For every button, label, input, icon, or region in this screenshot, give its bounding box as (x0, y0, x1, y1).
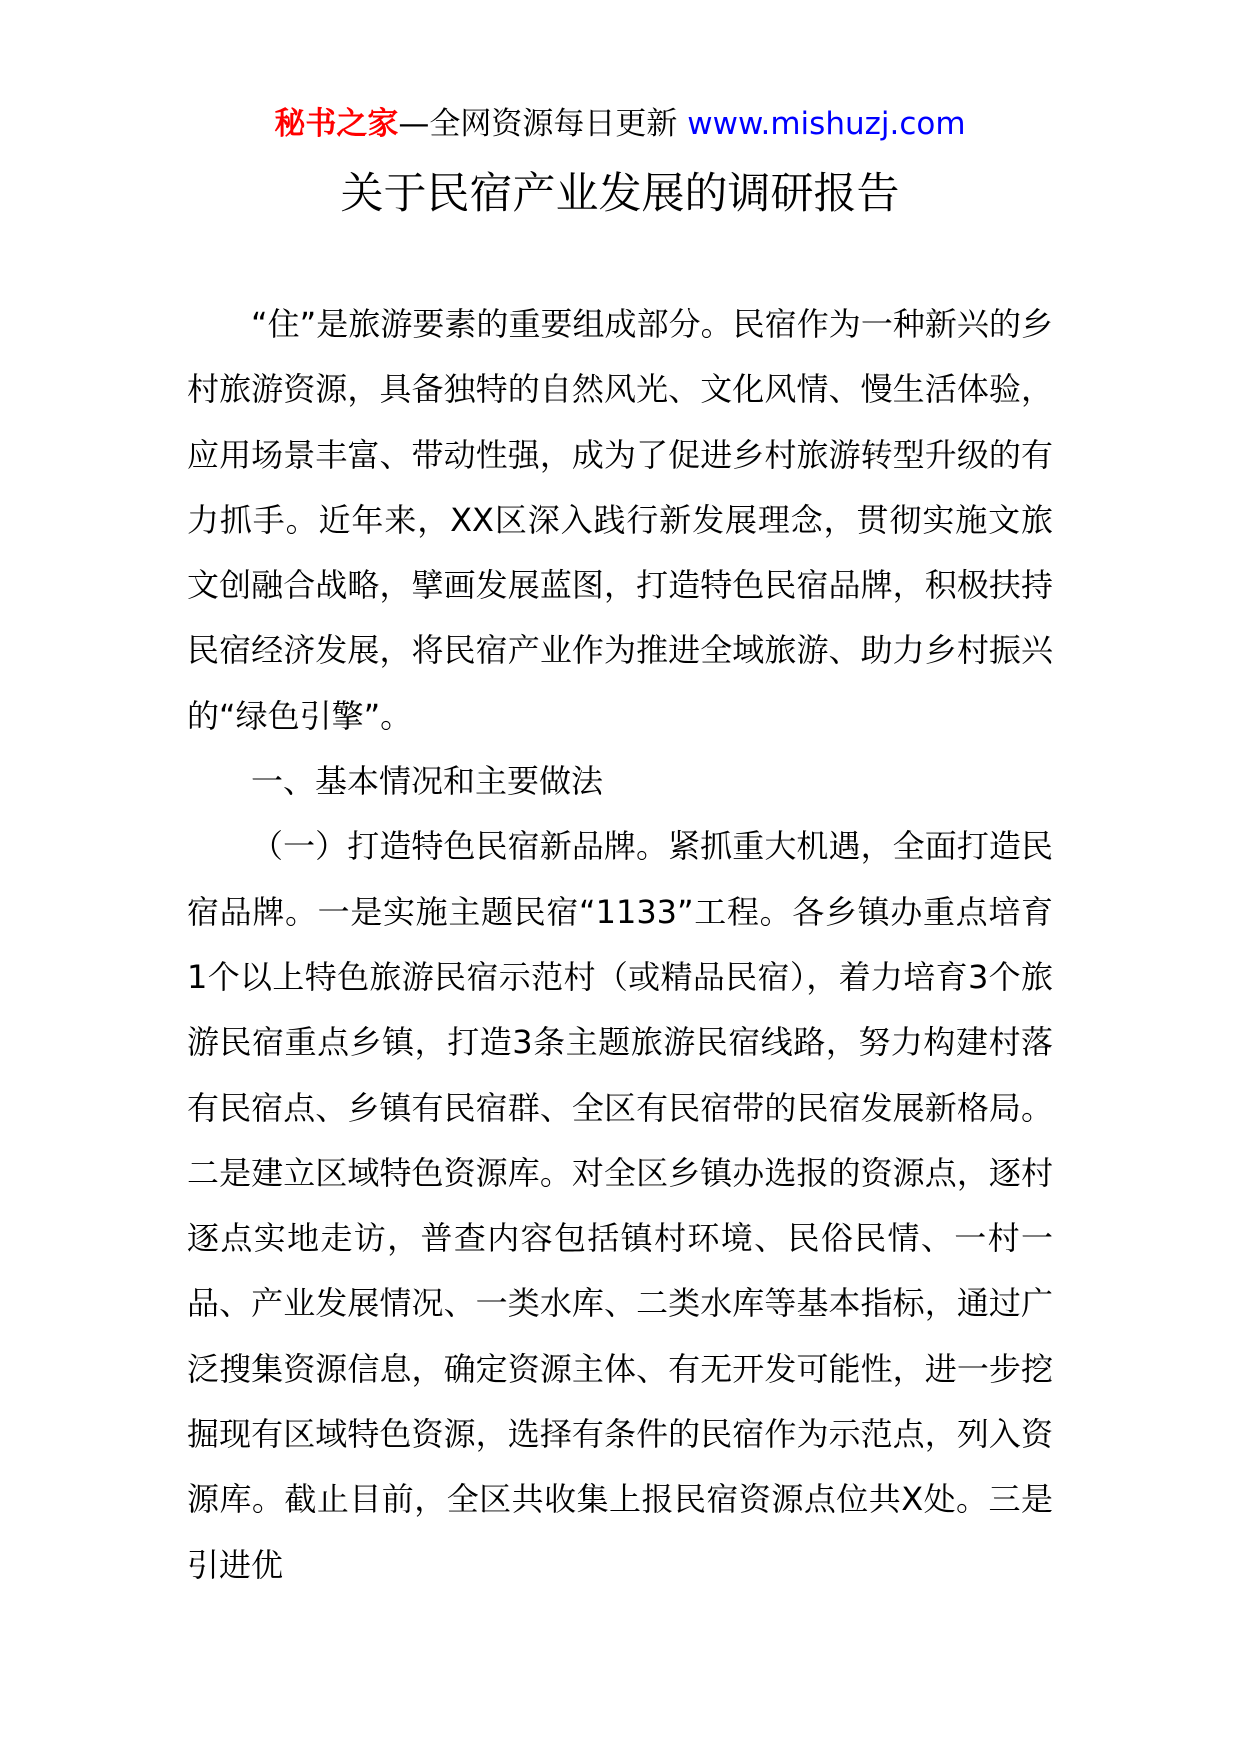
site-header (0, 100, 1240, 148)
site-brand: 秘书之家 (274, 106, 399, 142)
document-body (187, 292, 1053, 1598)
subsection-paragraph: （一）打造特色民宿新品牌。紧抓重大机遇，全面打造民宿品牌。一是实施主题民宿“1133”工程。各乡镇办重点培育1个以上特色旅游民宿示范村（或精品民宿），着力培育3个旅游民宿重点乡镇，打造3条主题旅游民宿线路，努力构建村落有民宿点、乡镇有民宿群、全区有民宿带的民宿发展新格局。二是建立区域特色资源库。对全区乡镇办选报的资源点，逐村逐点实地走访，普查内容包括镇村环境、民俗民情、一村一品、产业发展情况、一类水库、二类水库等基本指标，通过广泛搜集资源信息，确定资源主体、有无开发可能性，进一步挖掘现有区域特色资源，选择有条件的民宿作为示范点，列入资源库。截止目前，全区共收集上报民宿资源点位共X处。三是引进优 (187, 827, 1053, 1584)
document-title: 关于民宿产业发展的调研报告 (340, 169, 900, 219)
site-tagline: —全网资源每日更新 (398, 106, 678, 142)
intro-paragraph: “住”是旅游要素的重要组成部分。民宿作为一种新兴的乡村旅游资源，具备独特的自然风光、文化风情、慢生活体验，应用场景丰富、带动性强，成为了促进乡村旅游转型升级的有力抓手。近年来，XX区深入践行新发展理念，贯彻实施文旅文创融合战略，擘画发展蓝图，打造特色民宿品牌，积极扶持民宿经济发展，将民宿产业作为推进全域旅游、助力乡村振兴的“绿色引擎”。 (187, 305, 1053, 735)
section-heading: 一、基本情况和主要做法 (251, 762, 604, 801)
site-url-link[interactable]: www.mishuzj.com (687, 106, 966, 142)
